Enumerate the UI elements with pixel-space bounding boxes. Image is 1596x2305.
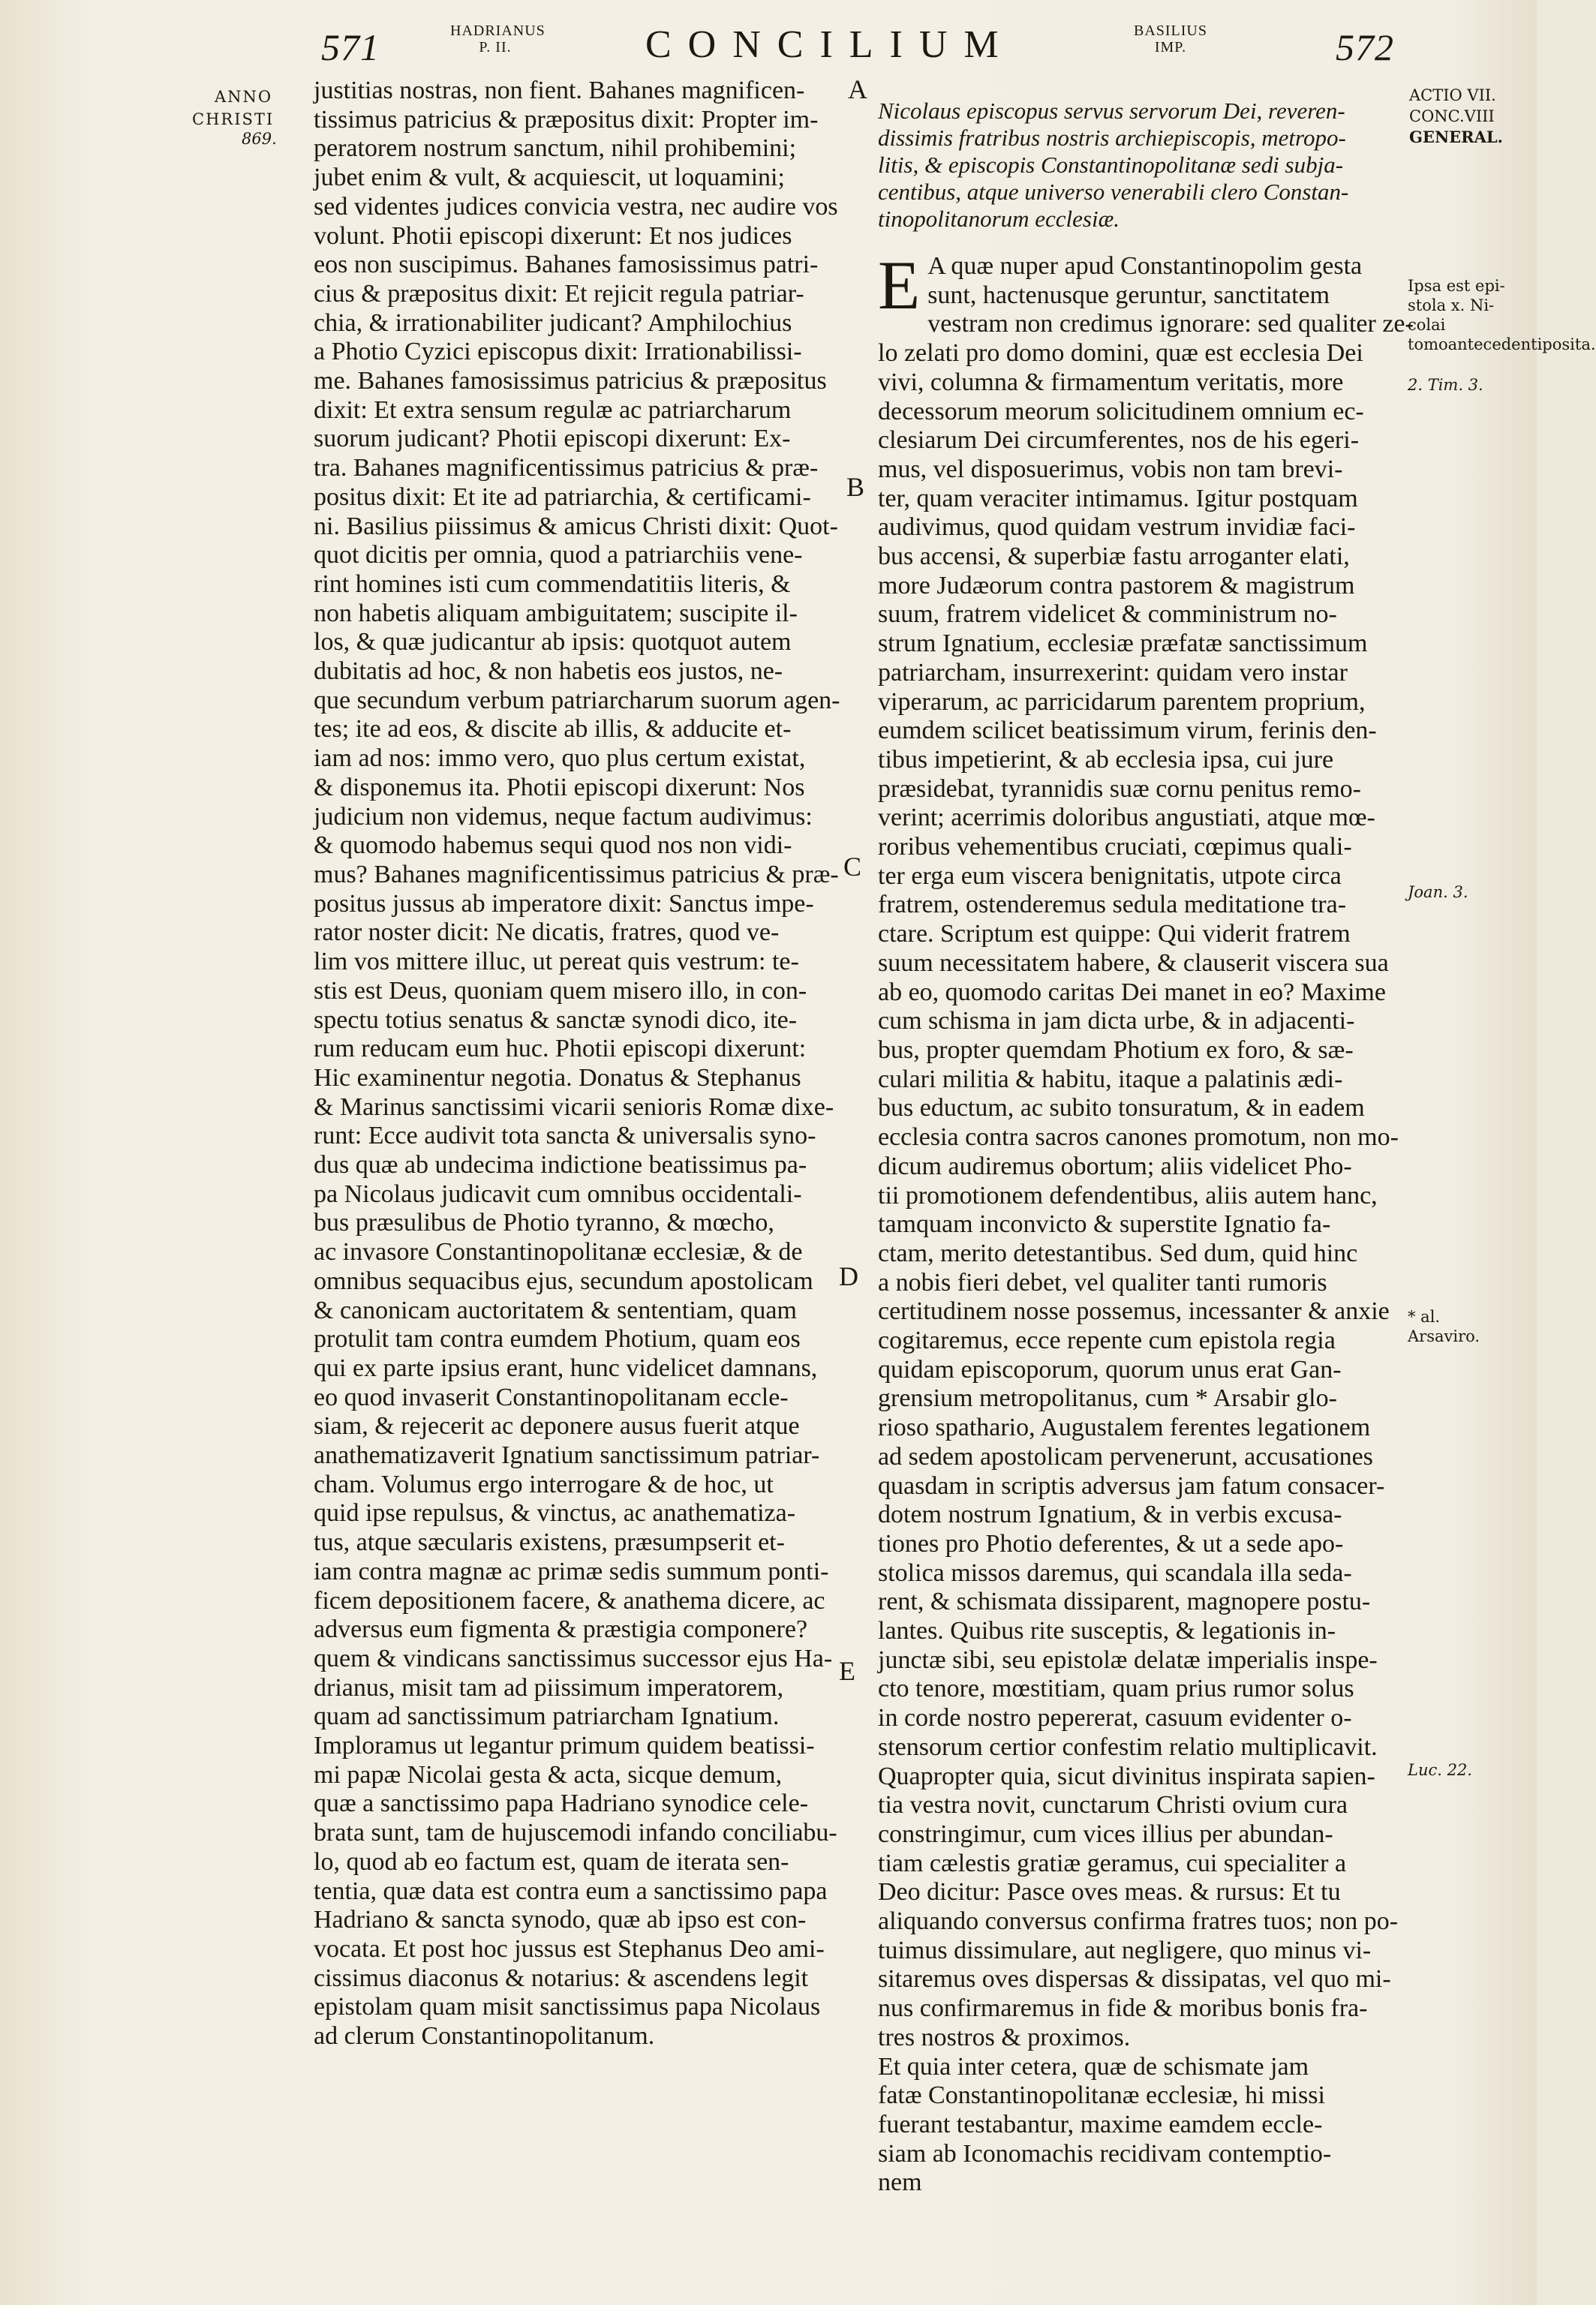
margin-note-line: Ipsa est epi-: [1408, 277, 1505, 295]
text-line: decessorum meorum solicitudinem omnium ec-: [878, 397, 1364, 425]
text-line: more Judæorum contra pastorem & magistrum: [878, 571, 1355, 600]
text-line: stis est Deus, quoniam quem misero illo, in con-: [314, 976, 807, 1005]
text-line: bus præsulibus de Photio tyranno, & mœcho,: [314, 1209, 774, 1237]
text-line: culari militia & habitu, itaque a palatinis ædi-: [878, 1065, 1343, 1093]
text-line: Quapropter quia, sicut divinitus inspirata sapien-: [878, 1762, 1375, 1790]
text-line: quæ a sanctissimo papa Hadriano synodice cele-: [314, 1790, 809, 1818]
text-line: stensorum certior confestim relatio multiplicavit.: [878, 1733, 1378, 1761]
text-line: grensium metropolitanus, cum * Arsabir glo-: [878, 1384, 1337, 1413]
text-line: tuimus dissimulare, aut negligere, quo minus vi-: [878, 1936, 1372, 1964]
text-line: verint; acerrimis doloribus angustiati, atque mœ-: [878, 804, 1375, 832]
text-line: vivi, columna & firmamentum veritatis, more: [878, 368, 1344, 396]
text-line: lo, quod ab eo factum est, quam de iterata sen-: [314, 1847, 789, 1876]
text-line: audivimus, quod quidam vestrum invidiæ faci-: [878, 513, 1356, 542]
text-line: Deo dicitur: Pasce oves meas. & rursus: Et tu: [878, 1878, 1341, 1907]
text-line: ad clerum Constantinopolitanum.: [314, 2022, 655, 2051]
text-line: fratrem, ostenderemus sedula meditatione tra-: [878, 891, 1347, 919]
text-line: rator noster dicit: Ne dicatis, fratres, quod ve-: [314, 918, 780, 947]
text-line: jubet enim & vult, & acquiescit, ut loquamini;: [314, 164, 785, 192]
text-line: non habetis aliquam ambiguitatem; suscipite il-: [314, 599, 798, 627]
text-line: quidam episcoporum, quorum unus erat Gan-: [878, 1355, 1342, 1384]
text-line: tus, atque sæcularis existens, præsumpserit et-: [314, 1528, 785, 1557]
text-line: quot dicitis per omnia, quod a patriarchiis vene-: [314, 541, 803, 569]
text-line: fuerant testabantur, maxime eamdem eccle-: [878, 2111, 1323, 2138]
text-line: volunt. Photii episcopi dixerunt: Et nos judices: [314, 221, 792, 250]
text-line: in corde nostro pepererat, casuum evidenter o-: [878, 1704, 1352, 1733]
text-line: iam contra magnæ ac primæ sedis summum ponti-: [314, 1557, 829, 1585]
text-line: mus, vel disposuerimus, vobis non tam brevi-: [878, 455, 1343, 483]
text-line: ecclesia contra sacros canones promotum, non mo-: [878, 1123, 1399, 1152]
text-line: anathematizaverit Ignatium sanctissimum patriar-: [314, 1441, 820, 1470]
text-line: eumdem scilicet beatissimum virum, ferinis den-: [878, 717, 1377, 745]
text-line: sunt, hactenusque geruntur, sanctitatem: [927, 281, 1330, 309]
drop-capital: E: [878, 247, 921, 323]
text-line: bus accensi, & superbiæ fastu arroganter elati,: [878, 542, 1350, 571]
text-line: roribus vehementibus cruciati, cœpimus quali-: [878, 833, 1352, 861]
text-line: A quæ nuper apud Constantinopolim gesta: [927, 252, 1363, 280]
text-line: omnibus sequacibus ejus, secundum apostolicam: [314, 1267, 813, 1295]
salutation-line: centibus, atque universo venerabili clero Constan-: [878, 179, 1349, 205]
text-line: quid ipse repulsus, & vinctus, ac anathematiza-: [314, 1499, 796, 1528]
page-number-left: 571: [321, 26, 380, 68]
text-line: tres nostros & proximos.: [878, 2023, 1131, 2051]
text-line: dixit: Et extra sensum regulæ ac patriarcharum: [314, 395, 792, 424]
text-line: ad sedem apostolicam pervenerunt, accusationes: [878, 1442, 1373, 1471]
text-line: cto tenore, mœstitiam, quam prius rumor solus: [878, 1675, 1354, 1703]
text-line: certitudinem nosse possemus, incessanter & anxie: [878, 1297, 1390, 1326]
text-line: tiam cælestis gratiæ geramus, cui specialiter a: [878, 1849, 1347, 1877]
text-line: dicum audiremus obortum; aliis videlicet Pho-: [878, 1152, 1352, 1180]
text-line: que secundum verbum patriarcharum suorum agen-: [314, 686, 840, 714]
text-line: rint homines isti cum commendatitiis literis, &: [314, 569, 791, 598]
text-line: ficem depositionem facere, & anathema dicere, ac: [314, 1586, 825, 1615]
text-line: protulit tam contra eumdem Photium, quam eos: [314, 1325, 801, 1354]
text-line: cum schisma in jam dicta urbe, & in adjacenti-: [878, 1007, 1355, 1035]
margin-note-line: stola x. Ni-: [1408, 296, 1495, 314]
margin-conc: CONC.VIII: [1409, 107, 1495, 125]
section-letter-b: B: [846, 472, 865, 502]
text-line: & Marinus sanctissimi vicarii senioris Romæ dixe-: [314, 1092, 834, 1121]
text-line: ac invasore Constantinopolitanæ ecclesiæ, & de: [314, 1238, 803, 1267]
text-line: Et quia inter cetera, quæ de schismate jam: [878, 2052, 1309, 2081]
text-line: præsidebat, tyrannidis suæ cornu penitus remo-: [878, 774, 1362, 803]
letter-salutation: [878, 98, 1396, 233]
text-line: los, & quæ judicantur ab ipsis: quotquot autem: [314, 628, 792, 657]
text-line: strum Ignatium, ecclesiæ præfatæ sanctissimum: [878, 630, 1368, 658]
text-line: nus confirmaremus in fide & moribus bonis fra-: [878, 1994, 1368, 2023]
section-letter-c: C: [843, 852, 862, 882]
text-line: bus eductum, ac subito tonsuratum, & in eadem: [878, 1094, 1365, 1122]
text-line: cissimus diaconus & notarius: & ascendens legit: [314, 1964, 809, 1992]
text-line: aliquando conversus confirma fratres tuos; non po-: [878, 1907, 1399, 1936]
text-line: adversus eum figmenta & præstigia componere?: [314, 1615, 808, 1644]
salutation-line: dissimis fratribus nostris archiepiscopis, metropo-: [878, 125, 1346, 151]
text-line: dubitatis ad hoc, & non habetis eos justos, ne-: [314, 657, 783, 686]
text-line: junctæ sibi, seu epistolæ delatæ imperialis inspe-: [878, 1645, 1378, 1674]
text-line: brata sunt, tam de hujuscemodi infando conciliabu-: [314, 1819, 837, 1847]
page-number-right: 572: [1336, 26, 1394, 68]
text-line: tii promotionem defendentibus, aliis autem hanc,: [878, 1181, 1378, 1210]
margin-note-line: posita.: [1542, 335, 1596, 353]
left-column-text: [314, 77, 839, 2051]
text-line: clesiarum Dei circumferentes, nos de his egeri-: [878, 426, 1360, 455]
margin-note-line: viro.: [1444, 1327, 1480, 1345]
text-line: positus dixit: Et ite ad patriarchia, & certificami-: [314, 482, 811, 511]
text-line: quam ad sanctissimum patriarcham Ignatium.: [314, 1702, 780, 1731]
text-line: patriarcham, insurrexerint: quidam vero instar: [878, 658, 1348, 687]
text-line: runt: Ecce audivit tota sancta & universalis syno-: [314, 1122, 816, 1150]
text-line: iam ad nos: immo vero, quo plus certum existat,: [314, 744, 806, 773]
text-line: spectu totius senatus & sanctæ synodi dico, ite-: [314, 1005, 798, 1034]
text-line: rum reducam eum huc. Photii episcopi dixerunt:: [314, 1035, 807, 1063]
text-line: vocata. Et post hoc jussus est Stephanus Deo ami-: [314, 1935, 825, 1963]
text-line: Hadriano & sancta synodo, quæ ab ipso est con-: [314, 1906, 807, 1934]
text-line: dus quæ ab undecima indictione beatissimus pa-: [314, 1151, 807, 1180]
salutation-line: tinopolitanorum ecclesiæ.: [878, 206, 1120, 232]
margin-ref-joan: Joan. 3.: [1408, 883, 1468, 901]
margin-christi: CHRISTI: [192, 110, 275, 128]
text-line: rent, & schismata dissiparent, magnopere postu-: [878, 1588, 1371, 1616]
margin-year: 869.: [242, 130, 277, 148]
text-line: & canonicam auctoritatem & sententiam, quam: [314, 1296, 797, 1324]
text-line: a nobis fieri debet, vel qualiter tanti rumoris: [878, 1268, 1327, 1297]
text-line: vestram non credimus ignorare: sed qualiter ze-: [927, 310, 1414, 338]
margin-note-epistola: [1408, 276, 1596, 354]
text-line: mus? Bahanes magnificentissimus patricius & præ-: [314, 860, 839, 888]
text-line: me. Bahanes famosissimus patricius & præpositus: [314, 367, 827, 395]
text-line: tes; ite ad eos, & discite ab illis, & adducite et-: [314, 715, 792, 744]
text-line: viperarum, ac parricidarum parentem proprium,: [878, 687, 1366, 716]
margin-note-arsabir: [1408, 1307, 1505, 1346]
text-line: ab eo, quomodo caritas Dei manet in eo? Maxime: [878, 978, 1386, 1006]
text-line: eo quod invaserit Constantinopolitanam eccle-: [314, 1383, 789, 1411]
text-line: suum necessitatem habere, & clauserit viscera sua: [878, 948, 1389, 977]
text-line: sed videntes judices convicia vestra, nec audire vos: [314, 192, 838, 221]
text-line: fatæ Constantinopolitanæ ecclesiæ, hi missi: [878, 2081, 1325, 2110]
text-line: epistolam quam misit sanctissimus papa Nicolaus: [314, 1993, 821, 2021]
text-line: cius & præpositus dixit: Et rejicit regula patriar-: [314, 279, 804, 308]
margin-ref-luc: Luc. 22.: [1408, 1761, 1472, 1779]
text-line: suum, fratrem videlicet & comministrum no-: [878, 600, 1337, 629]
text-line: nem: [878, 2168, 922, 2197]
letter-body: [878, 247, 1414, 2198]
text-line: tra. Bahanes magnificentissimus patricius & præ-: [314, 454, 819, 482]
text-line: drianus, misit tam ad piissimum imperatorem,: [314, 1673, 784, 1702]
text-line: tamquam inconvicto & superstite Ignatio fa-: [878, 1210, 1331, 1239]
text-line: pa Nicolaus judicavit cum omnibus occidentali-: [314, 1180, 802, 1208]
text-line: cham. Volumus ergo interrogare & de hoc, ut: [314, 1470, 774, 1498]
text-line: quasdam in scriptis adversus jam fatum consacer-: [878, 1471, 1385, 1500]
text-line: tiones pro Photio deferentes, & ut a sede apo-: [878, 1529, 1344, 1558]
text-line: justitias nostras, non fient. Bahanes magnificen-: [314, 77, 805, 104]
section-letter-a: A: [848, 74, 867, 104]
text-line: positus jussus ab imperatore dixit: Sanctus impe-: [314, 889, 814, 918]
text-line: tissimus patricius & præpositus dixit: Propter im-: [314, 105, 819, 134]
text-line: bus, propter quemdam Photium ex foro, & sæ-: [878, 1035, 1354, 1064]
text-line: eos non suscipimus. Bahanes famosissimus patri-: [314, 251, 819, 279]
text-line: Hic examinentur negotia. Donatus & Stephanus: [314, 1063, 801, 1092]
text-line: constringimur, cum vices illius per abundan-: [878, 1820, 1333, 1848]
running-title: CONCILIUM: [645, 23, 1015, 66]
text-line: sitaremus oves dispersas & dissipatas, vel quo mi-: [878, 1965, 1391, 1994]
text-line: rioso spathario, Augustalem ferentes legationem: [878, 1414, 1371, 1442]
text-line: lo zelati pro domo domini, quæ est ecclesia Dei: [878, 339, 1363, 368]
section-letter-e: E: [839, 1656, 855, 1686]
text-line: & quomodo habemus sequi quod nos non vidi-: [314, 831, 792, 860]
text-line: siam ab Iconomachis recidivam contemptio-: [878, 2139, 1332, 2168]
text-line: peratorem nostrum sanctum, nihil prohibemini;: [314, 134, 797, 163]
text-line: lantes. Quibus rite susceptis, & legationis in-: [878, 1617, 1336, 1645]
text-line: qui ex parte ipsius erant, hunc videlicet damnans,: [314, 1354, 818, 1382]
margin-actio: ACTIO VII.: [1409, 86, 1496, 104]
right-column: [878, 98, 1414, 2198]
text-line: stolica missos daremus, qui scandala illa seda-: [878, 1558, 1352, 1587]
margin-general: GENERAL.: [1409, 128, 1503, 146]
margin-note-line: * al. Arsa: [1408, 1308, 1444, 1345]
text-line: ctare. Scriptum est quippe: Qui viderit fratrem: [878, 920, 1351, 948]
text-line: Imploramus ut legantur primum quidem beatissi-: [314, 1732, 815, 1760]
text-line: & disponemus ita. Photii episcopi dixerunt: Nos: [314, 773, 805, 801]
text-line: judicium non videmus, neque factum audivimus:: [314, 802, 813, 831]
salutation-line: litis, & episcopis Constantinopolitanæ sedi subja-: [878, 152, 1344, 178]
text-line: chia, & irrationabiliter judicant? Amphilochius: [314, 308, 792, 337]
salutation-line: Nicolaus episcopus servus servorum Dei, reveren-: [878, 98, 1345, 124]
text-line: tia vestra novit, cunctarum Christi ovium cura: [878, 1791, 1348, 1820]
text-line: quem & vindicans sanctissimus successor ejus Ha-: [314, 1644, 833, 1672]
text-line: ni. Basilius piissimus & amicus Christi dixit: Quot-: [314, 512, 838, 540]
text-line: dotem nostrum Ignatium, & in verbis excusa-: [878, 1501, 1342, 1529]
text-line: mi papæ Nicolai gesta & acta, sicque demum,: [314, 1760, 783, 1789]
margin-ref-tim: 2. Tim. 3.: [1408, 376, 1483, 394]
running-head-left: HADRIANUS P. II.: [450, 23, 546, 56]
text-line: ter, quam veraciter intimamus. Igitur postquam: [878, 484, 1358, 512]
text-line: suorum judicant? Photii episcopi dixerunt: Ex-: [314, 425, 791, 453]
text-line: tibus impetierint, & ab ecclesia ipsa, cui jure: [878, 745, 1334, 774]
text-line: ctam, merito detestantibus. Sed dum, quid hinc: [878, 1239, 1358, 1267]
section-letter-d: D: [839, 1261, 858, 1291]
text-line: cogitaremus, ecce repente cum epistola regia: [878, 1327, 1336, 1355]
text-line: a Photio Cyzici episcopus dixit: Irrationabilissi-: [314, 338, 802, 366]
text-line: siam, & rejecerit ac deponere ausus fuerit atque: [314, 1412, 800, 1441]
text-line: ter erga eum viscera benignitatis, utpote circa: [878, 861, 1342, 890]
text-line: tentia, quæ data est contra eum a sanctissimo papa: [314, 1877, 828, 1905]
margin-anno: ANNO: [215, 88, 273, 106]
margin-note-line: antecedenti: [1447, 335, 1543, 353]
margin-note-line: colai tomo: [1408, 316, 1448, 353]
running-head-right: BASILIUS IMP.: [1133, 23, 1207, 56]
text-line: lim vos mittere illuc, ut pereat quis vestrum: te-: [314, 948, 799, 976]
